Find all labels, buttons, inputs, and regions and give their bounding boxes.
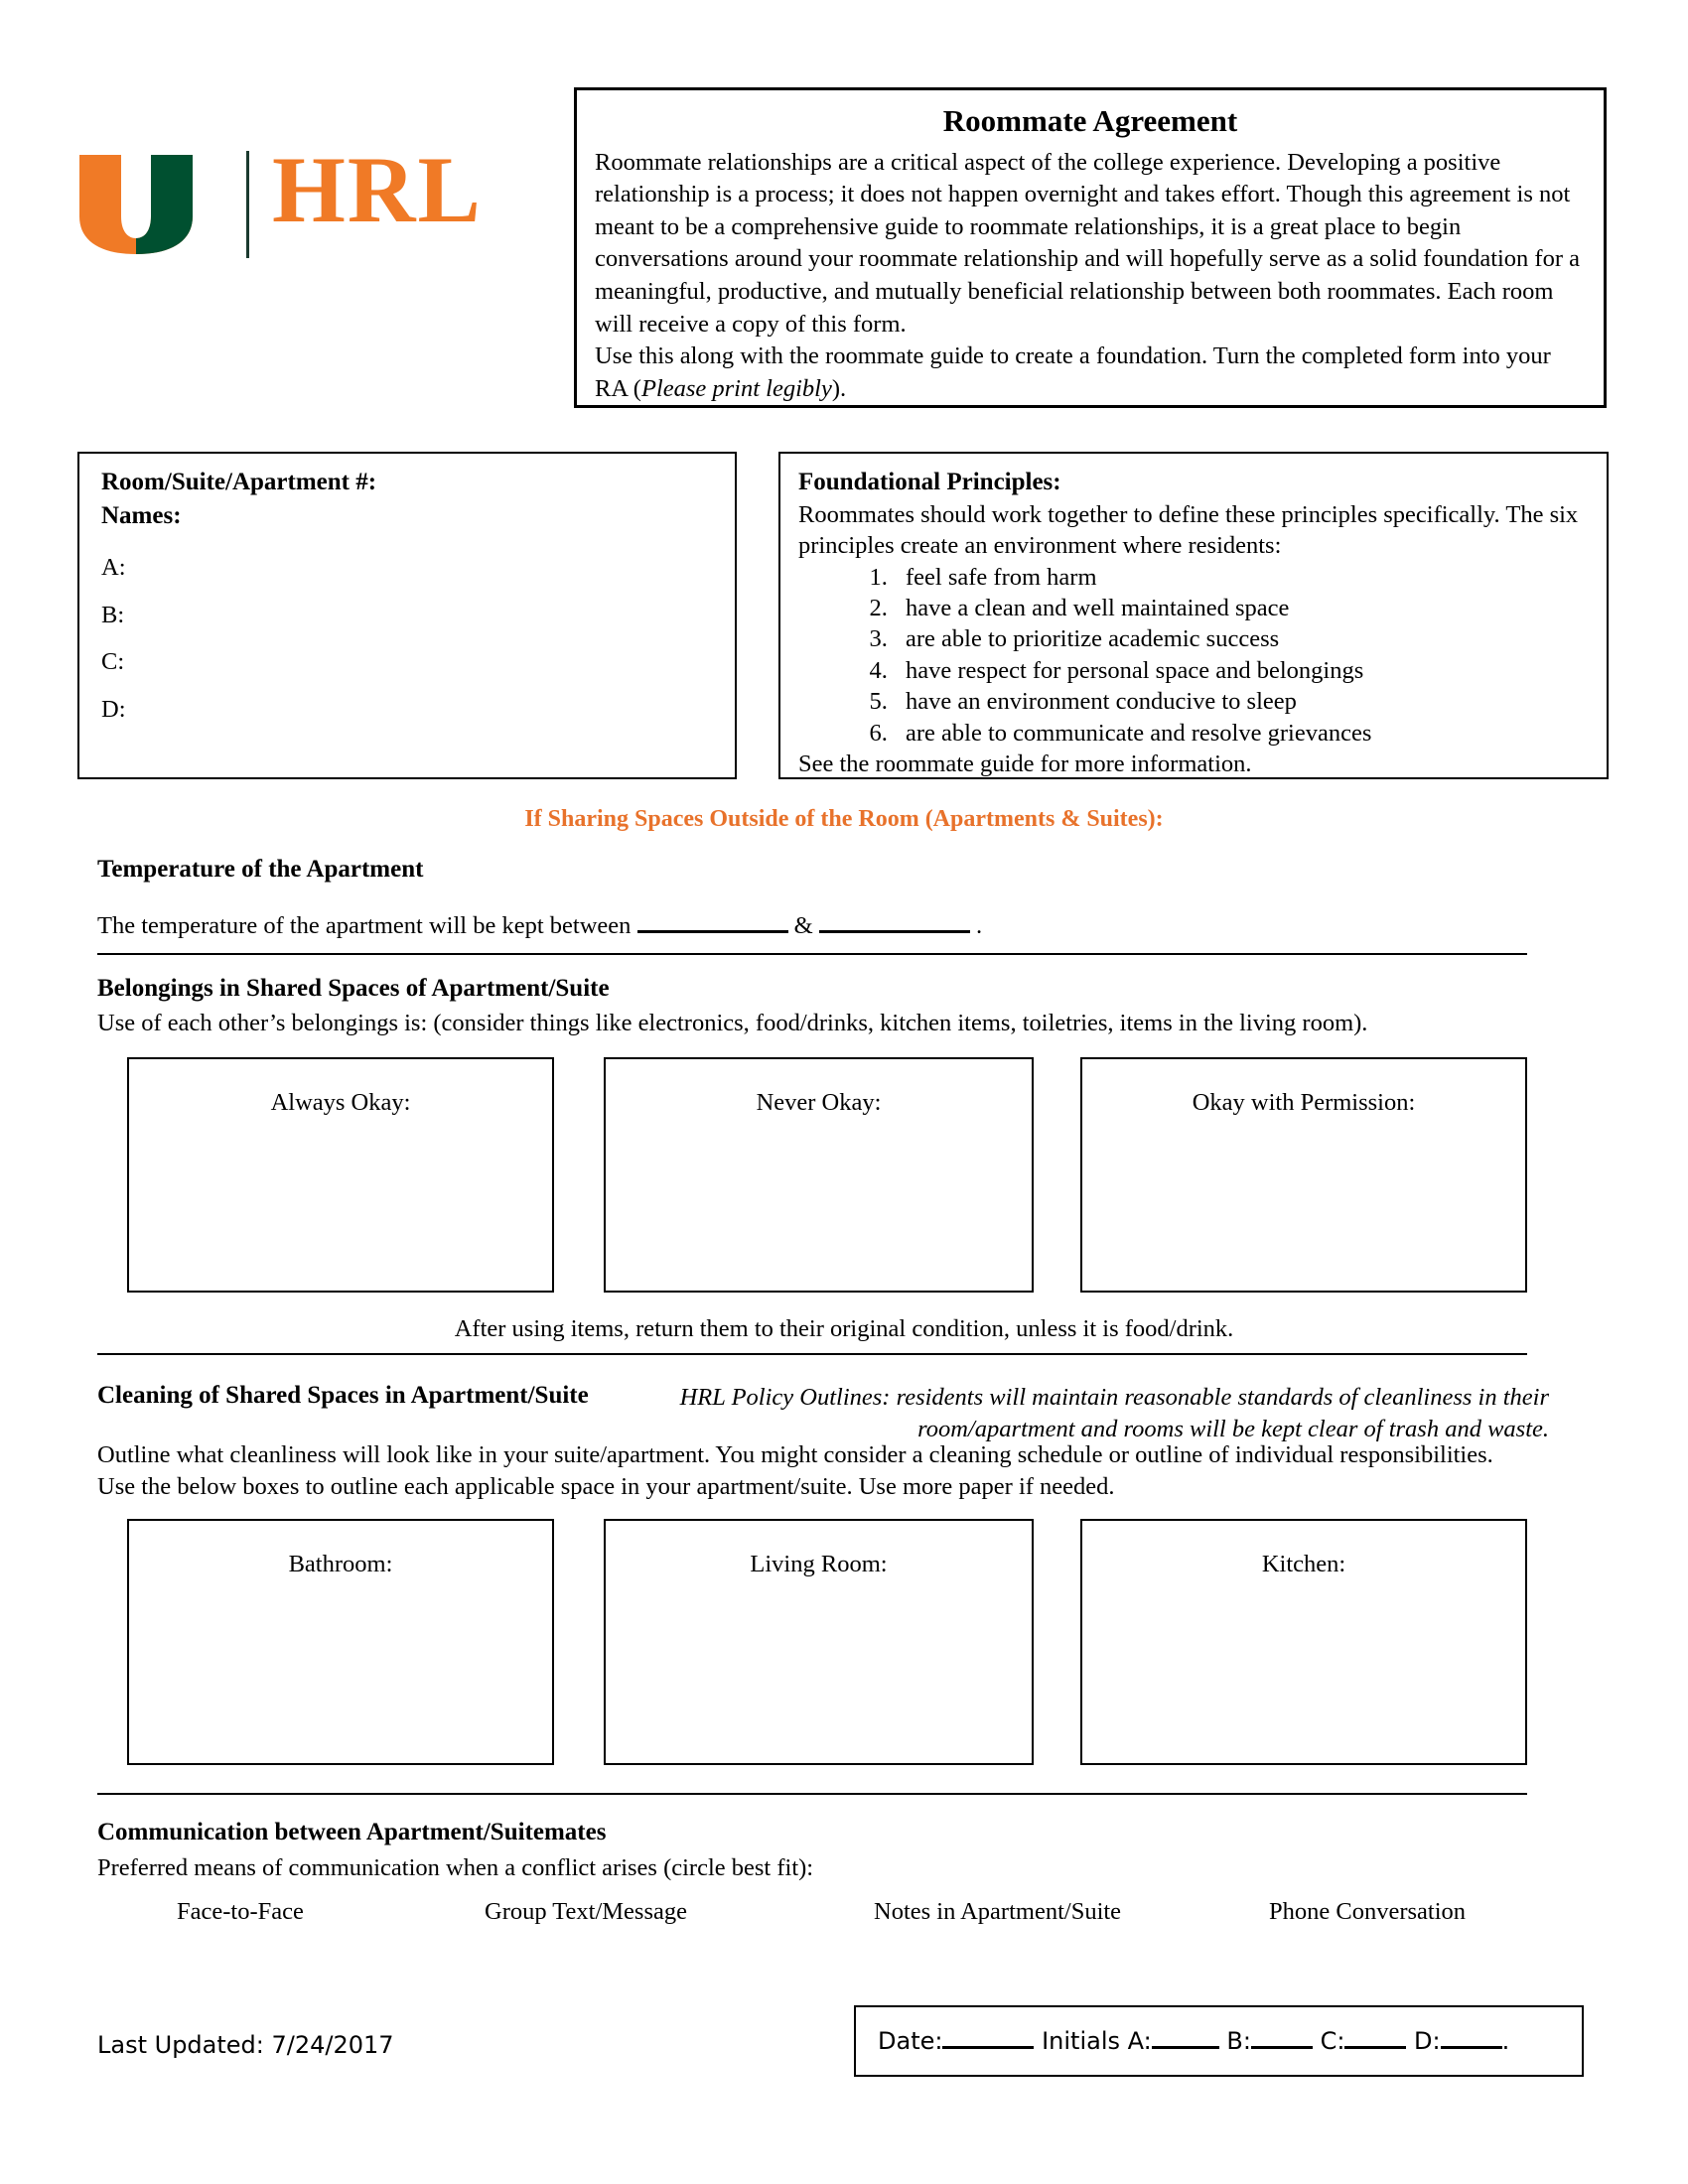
- belongings-box-never-okay-label: Never Okay:: [756, 1089, 882, 1116]
- header-intro-box: [574, 87, 1607, 408]
- initials-d-label: D:: [1414, 2027, 1441, 2055]
- divider-cleaning: [97, 1793, 1527, 1795]
- date-blank[interactable]: [942, 2028, 1034, 2049]
- sharing-spaces-heading: If Sharing Spaces Outside of the Room (Apartments & Suites):: [524, 806, 1164, 832]
- belongings-return-note: After using items, return them to their original condition, unless it is food/drink.: [454, 1315, 1234, 1342]
- room-names-box: [77, 452, 737, 779]
- initials-b-label: B:: [1226, 2027, 1251, 2055]
- footer-period: .: [1501, 2027, 1510, 2055]
- initials-c-blank[interactable]: [1344, 2028, 1406, 2049]
- header-paragraph-part1: Roommate relationships are a critical aspect of the college experience. Developing a positive relationship is a process; it does not happen overnight and takes effort. Though this agreement is not meant to be a comprehensive guide to roommate relationships, it is a great place to begin conversations around your roommate relationship and will hopefully serve as a solid foundation for a meaningful, productive, and mutually beneficial relationship between both roommates. Each room will receive a copy of this form.: [595, 148, 1580, 338]
- belongings-box-okay-with-permission-label: Okay with Permission:: [1192, 1089, 1416, 1116]
- principles-footer: See the roommate guide for more information.: [798, 750, 1252, 777]
- hrl-wordmark: HRL: [272, 137, 483, 242]
- principle-item: 1. feel safe from harm: [894, 562, 1607, 593]
- temperature-high-blank[interactable]: [819, 908, 970, 933]
- name-field-b[interactable]: B:: [101, 601, 125, 628]
- principle-item: 3. are able to prioritize academic success: [894, 623, 1607, 654]
- um-hrl-logo: [77, 137, 534, 268]
- u-monogram-icon: [77, 155, 195, 254]
- names-label: Names:: [101, 502, 182, 529]
- temperature-sentence: [97, 908, 982, 942]
- belongings-box-always-okay[interactable]: [127, 1057, 554, 1293]
- communication-option-phone-call[interactable]: Phone Conversation: [1269, 1898, 1467, 1925]
- initials-c-label: C:: [1320, 2027, 1345, 2055]
- name-field-a[interactable]: A:: [101, 554, 126, 581]
- principles-title: Foundational Principles:: [798, 469, 1061, 495]
- header-paragraph: [595, 147, 1586, 406]
- cleaning-box-bathroom[interactable]: [127, 1519, 554, 1765]
- page-title: Roommate Agreement: [942, 103, 1238, 138]
- temperature-low-blank[interactable]: [637, 908, 788, 933]
- principle-item: 6. are able to communicate and resolve grievances: [894, 718, 1607, 749]
- communication-section-title: Communication between Apartment/Suitemates: [97, 1819, 607, 1845]
- cleaning-instructions: Outline what cleanliness will look like in your suite/apartment. You might consider a cleaning schedule or outline of individual responsibilities. Use the below boxes to outline each applicable space in your apartment/suite. Use more paper if needed.: [97, 1441, 1493, 1500]
- temperature-conjunction: &: [793, 912, 813, 939]
- cleaning-box-kitchen-label: Kitchen:: [1261, 1551, 1346, 1577]
- principle-item: 4. have respect for personal space and belongings: [894, 655, 1607, 686]
- divider-temperature: [97, 953, 1527, 955]
- belongings-section-title: Belongings in Shared Spaces of Apartment/Suite: [97, 975, 610, 1002]
- print-legibly-note: Please print legibly: [640, 374, 832, 402]
- communication-option-notes[interactable]: Notes in Apartment/Suite: [874, 1898, 1122, 1925]
- cleaning-box-living-room[interactable]: [604, 1519, 1034, 1765]
- initials-d-blank[interactable]: [1441, 2028, 1502, 2049]
- principles-list: [798, 562, 1607, 749]
- cleaning-section-title: Cleaning of Shared Spaces in Apartment/Suite: [97, 1382, 589, 1409]
- room-number-label[interactable]: Room/Suite/Apartment #:: [101, 469, 377, 495]
- temperature-section-title: Temperature of the Apartment: [97, 856, 424, 883]
- temperature-sentence-text: The temperature of the apartment will be kept between: [97, 912, 632, 939]
- belongings-box-never-okay[interactable]: [604, 1057, 1034, 1293]
- communication-option-face-to-face[interactable]: Face-to-Face: [177, 1898, 304, 1925]
- belongings-box-always-okay-label: Always Okay:: [270, 1089, 411, 1116]
- initials-a-blank[interactable]: [1152, 2028, 1219, 2049]
- hrl-policy-label: HRL Policy Outlines:: [679, 1384, 891, 1411]
- logo-divider: [246, 151, 249, 258]
- hrl-policy-note: [655, 1382, 1549, 1446]
- header-paragraph-part3: ).: [831, 374, 847, 402]
- cleaning-box-living-room-label: Living Room:: [750, 1551, 888, 1577]
- document-header: [0, 0, 1688, 427]
- divider-belongings: [97, 1353, 1527, 1355]
- last-updated-text: Last Updated: 7/24/2017: [97, 2031, 394, 2059]
- cleaning-box-bathroom-label: Bathroom:: [288, 1551, 393, 1577]
- name-field-d[interactable]: D:: [101, 695, 126, 723]
- cleaning-box-kitchen[interactable]: [1080, 1519, 1527, 1765]
- hrl-policy-text: residents will maintain reasonable standards of cleanliness in their room/apartment and rooms will be kept clear of trash and waste.: [896, 1384, 1549, 1443]
- temperature-period: .: [975, 912, 983, 939]
- date-label: Date:: [878, 2027, 943, 2055]
- belongings-box-okay-with-permission[interactable]: [1080, 1057, 1527, 1293]
- foundational-principles-box: [778, 452, 1609, 779]
- principle-item: 5. have an environment conducive to sleep: [894, 686, 1607, 717]
- initials-b-blank[interactable]: [1251, 2028, 1313, 2049]
- principle-item: 2. have a clean and well maintained space: [894, 593, 1607, 623]
- initials-a-label: Initials A:: [1042, 2027, 1152, 2055]
- principles-intro: Roommates should work together to define these principles specifically. The six principles create an environment where residents:: [798, 501, 1579, 560]
- communication-option-group-text[interactable]: Group Text/Message: [485, 1898, 688, 1925]
- communication-subtitle: Preferred means of communication when a conflict arises (circle best fit):: [97, 1854, 814, 1881]
- signature-initials-box: [854, 2005, 1584, 2077]
- header-paragraph-part2: Use this along with the roommate guide to create a foundation. Turn the completed form into your RA (: [595, 342, 1551, 402]
- name-field-c[interactable]: C:: [101, 648, 125, 675]
- belongings-subtitle: Use of each other’s belongings is: (consider things like electronics, food/drinks, kitchen items, toiletries, items in the living room).: [97, 1010, 1368, 1036]
